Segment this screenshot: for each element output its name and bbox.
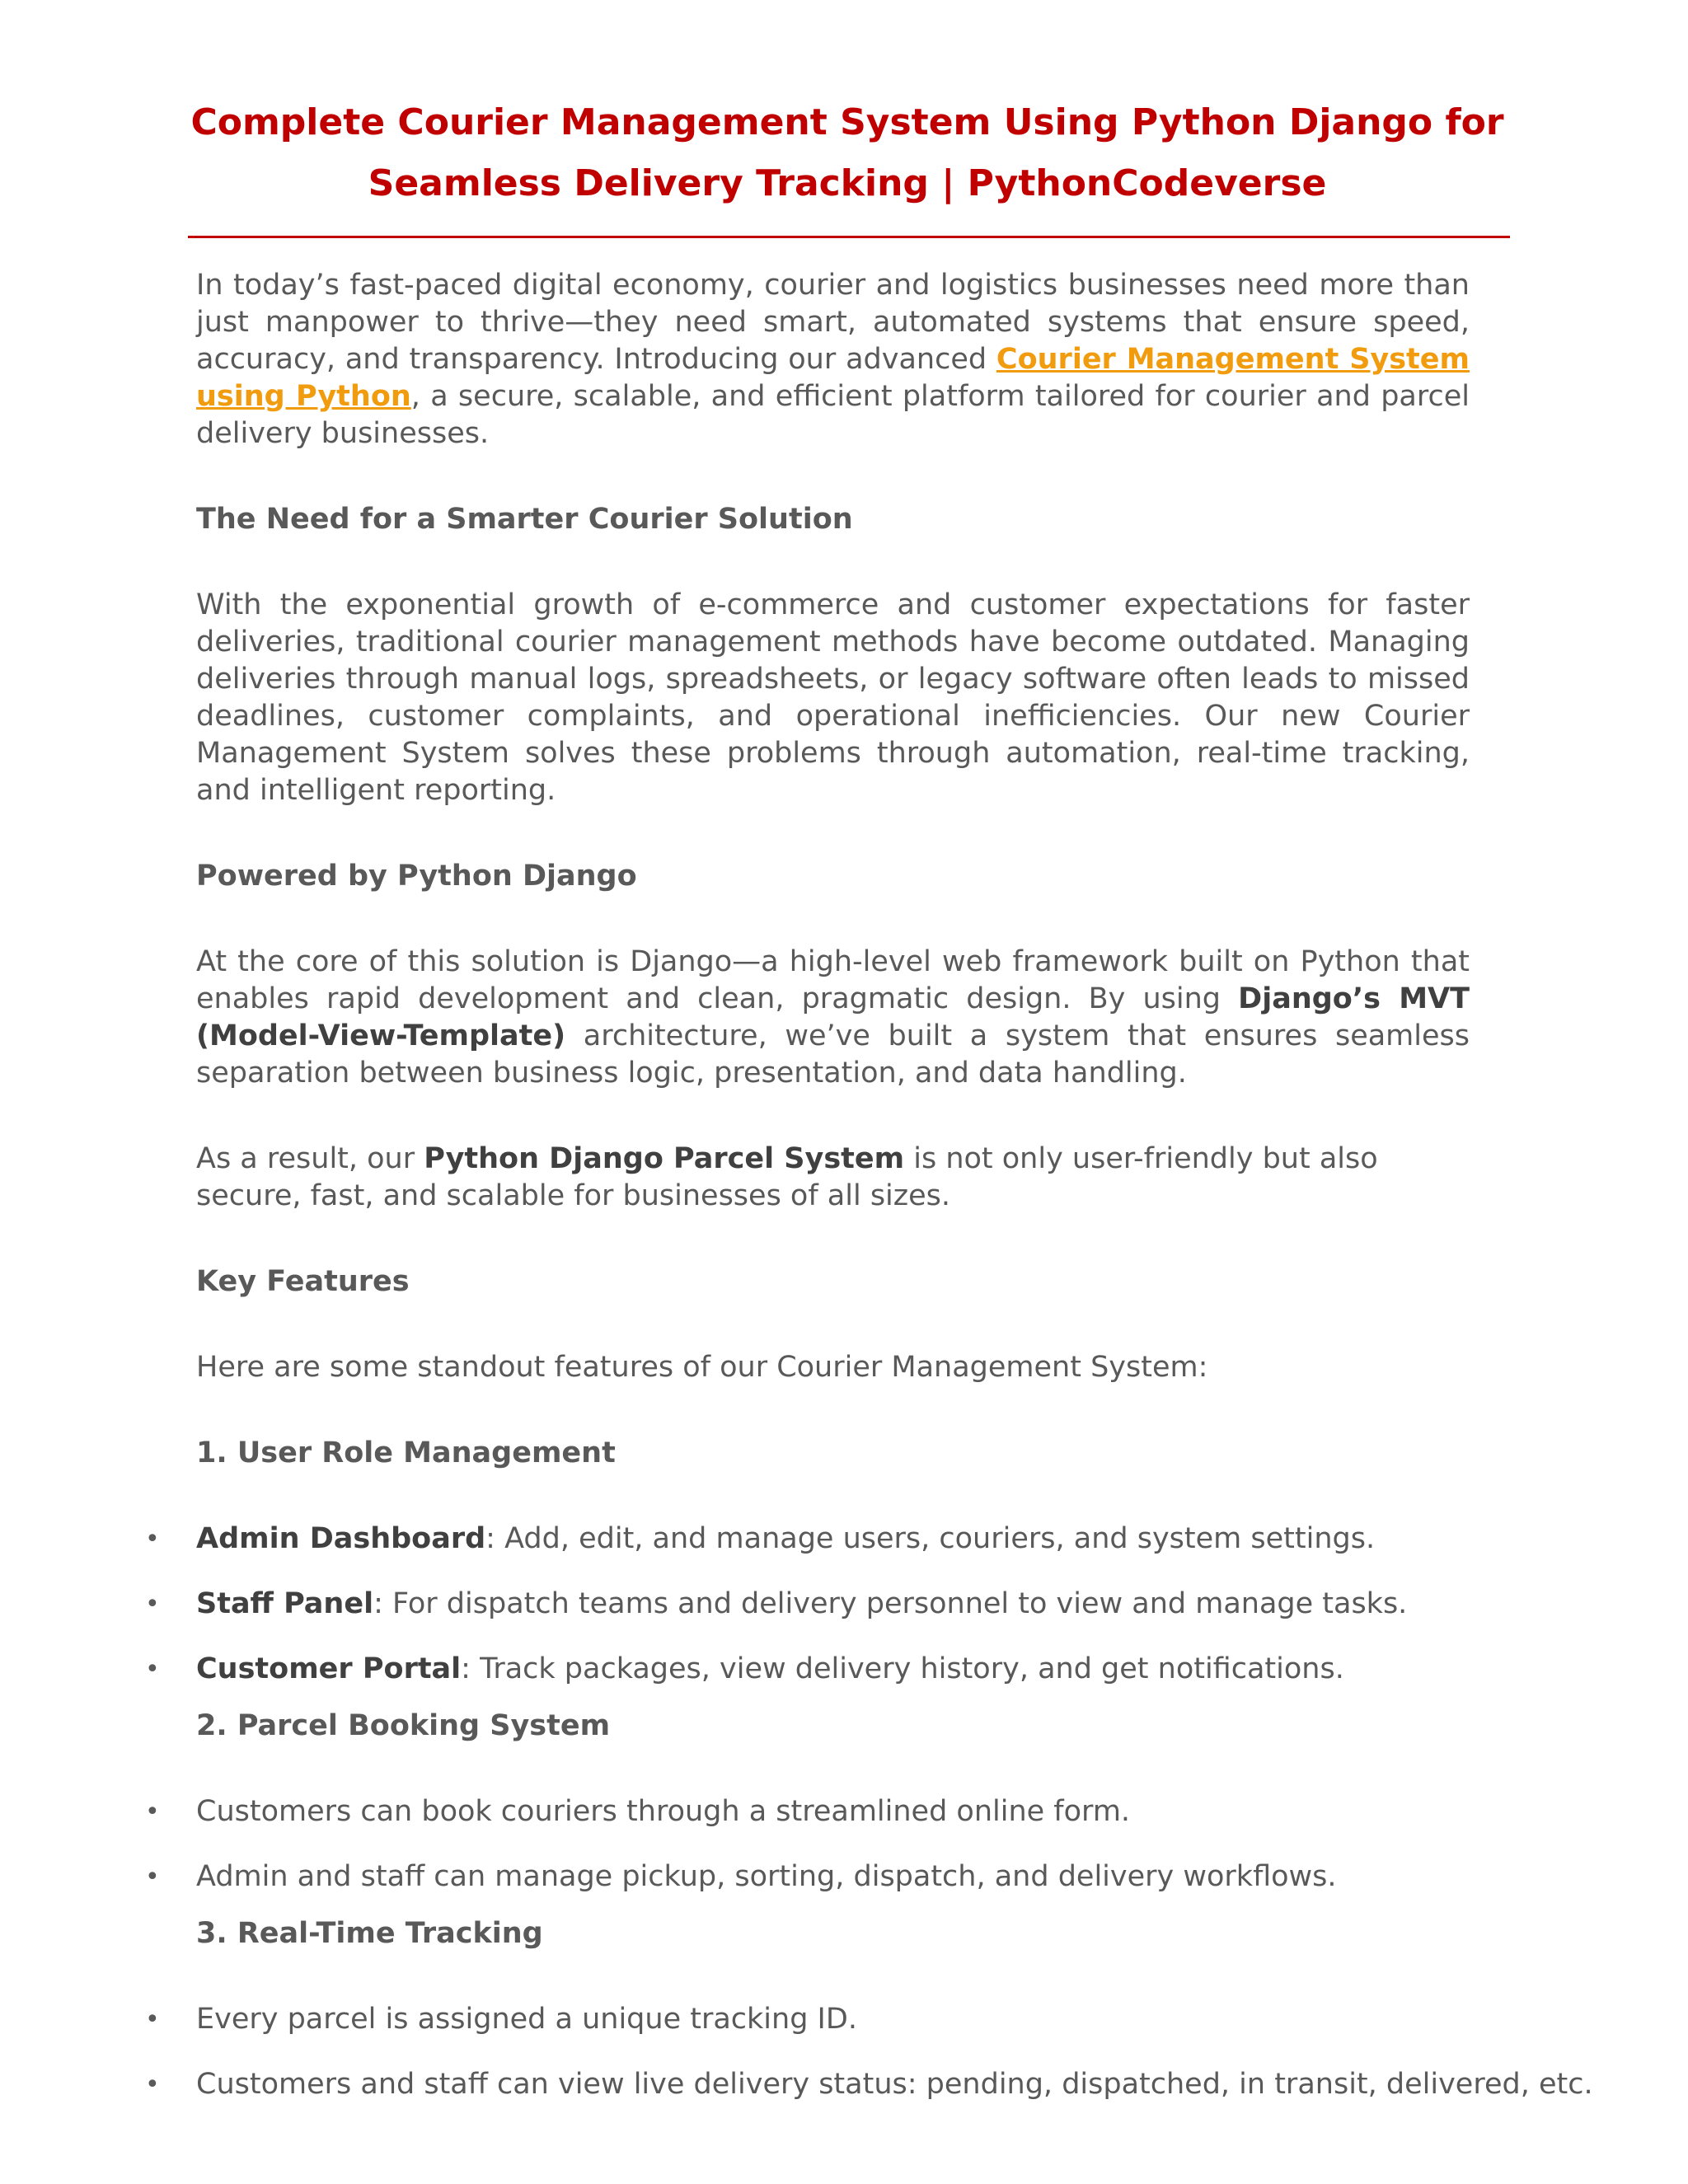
- bullet-dot-icon: •: [145, 2005, 160, 2034]
- list-item-text: : Track packages, view delivery history, and get notifications.: [461, 1652, 1344, 1685]
- list-item-bold: Staff Panel: [196, 1587, 374, 1620]
- django-p1-before: At the core of this solution is Django—a high-level web framework built on Python that enables rapid development and clean, pragmatic design. By using: [196, 945, 1470, 1015]
- list-item: [145, 1586, 1470, 1623]
- list-item-text: : Add, edit, and manage users, couriers, and system settings.: [485, 1522, 1376, 1555]
- page-title: [188, 92, 1507, 214]
- user-roles-list: [145, 1521, 1470, 1688]
- list-item: [145, 1858, 1470, 1896]
- bullet-dot-icon: •: [145, 1797, 160, 1826]
- django-paragraph-2: [196, 1141, 1470, 1215]
- real-time-tracking-list: [145, 2001, 1593, 2103]
- section-heading-need: The Need for a Smarter Courier Solution: [196, 503, 853, 536]
- django-paragraph-1: [196, 944, 1470, 1092]
- list-item-text: Customers and staff can view live delivery status: pending, dispatched, in transit, delivered, etc.: [196, 2068, 1593, 2101]
- courier-system-link[interactable]: Courier Management System using Python: [196, 343, 1470, 413]
- list-item-text: : For dispatch teams and delivery personnel to view and manage tasks.: [373, 1587, 1408, 1620]
- list-item-bold: Admin Dashboard: [196, 1522, 486, 1555]
- django-p1-after: architecture, we’ve built a system that ensures seamless separation between business logic, presentation, and data handling.: [196, 1019, 1470, 1090]
- bullet-dot-icon: •: [145, 1525, 160, 1554]
- django-mvt-bold: Django’s MVT (Model-View-Template): [196, 982, 1470, 1052]
- article-body: [145, 267, 1593, 2131]
- feature-heading-real-time-tracking: 3. Real-Time Tracking: [196, 1917, 543, 1950]
- list-item-bold: Customer Portal: [196, 1652, 462, 1685]
- list-item-text: Admin and staff can manage pickup, sorting, dispatch, and delivery workflows.: [196, 1860, 1337, 1893]
- intro-text-before: In today’s fast-paced digital economy, courier and logistics businesses need more than just manpower to thrive—they need smart, automated systems that ensure speed, accuracy, and transparency. Introducing our advanced: [196, 269, 1470, 376]
- list-item: [145, 1793, 1470, 1830]
- section-heading-features: Key Features: [196, 1265, 410, 1298]
- bullet-dot-icon: •: [145, 1655, 160, 1684]
- parcel-booking-list: [145, 1793, 1470, 1896]
- feature-heading-parcel-booking: 2. Parcel Booking System: [196, 1709, 611, 1742]
- title-line-1: Complete Courier Management System Using Python Django for: [190, 101, 1504, 143]
- intro-text-after: , a secure, scalable, and efficient platform tailored for courier and parcel delivery businesses.: [196, 380, 1470, 450]
- bullet-dot-icon: •: [145, 1590, 160, 1619]
- intro-paragraph: [196, 267, 1470, 452]
- list-item-text: Every parcel is assigned a unique tracking ID.: [196, 2003, 857, 2036]
- list-item-text: Customers can book couriers through a streamlined online form.: [196, 1795, 1131, 1828]
- section-heading-django: Powered by Python Django: [196, 860, 637, 893]
- parcel-system-bold: Python Django Parcel System: [424, 1142, 905, 1175]
- django-p2-after: is not only user-friendly but also secure, fast, and scalable for businesses of all sizes.: [196, 1142, 1378, 1212]
- django-p2-before: As a result, our: [196, 1142, 424, 1175]
- need-paragraph: With the exponential growth of e-commerce and customer expectations for faster deliveries, traditional courier management methods have become outdated. Managing deliveries through manual logs, spreadsheets, or legacy software often leads to missed deadlines, customer complaints, and operational inefficiencies. Our new Courier Management System solves these problems through automation, real-time tracking, and intelligent reporting.: [196, 588, 1470, 807]
- bullet-dot-icon: •: [145, 1863, 160, 1891]
- list-item: [145, 1651, 1470, 1688]
- title-divider: [188, 236, 1510, 238]
- features-intro: Here are some standout features of our Courier Management System:: [196, 1351, 1208, 1384]
- list-item: [145, 1521, 1470, 1558]
- list-item: [145, 2066, 1593, 2103]
- bullet-dot-icon: •: [145, 2070, 160, 2099]
- list-item: [145, 2001, 1470, 2038]
- title-line-2: Seamless Delivery Tracking | PythonCodeverse: [368, 162, 1327, 204]
- feature-heading-user-roles: 1. User Role Management: [196, 1436, 616, 1469]
